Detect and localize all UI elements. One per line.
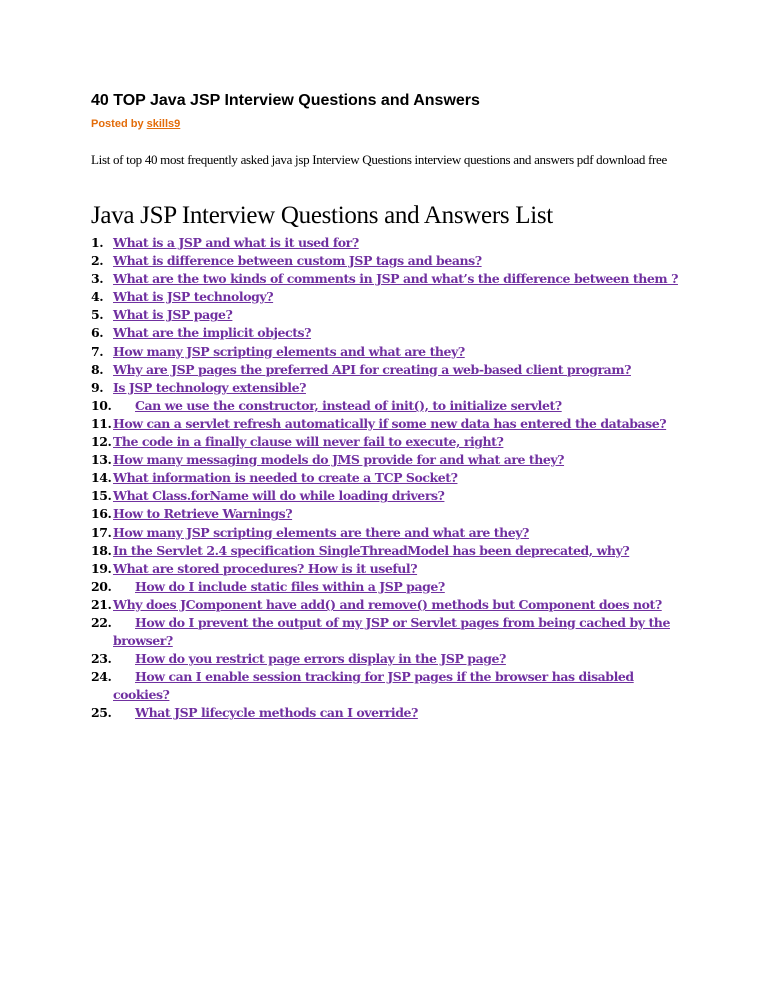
question-number: 4. [91, 289, 104, 305]
posted-by-label: Posted by [91, 118, 144, 130]
question-list-item [91, 469, 691, 487]
question-link[interactable]: How many JSP scripting elements are there and what are they? [113, 524, 529, 540]
question-number: 6. [91, 325, 104, 341]
question-link[interactable]: Why are JSP pages the preferred API for creating a web-based client program? [113, 361, 631, 377]
question-list-item [91, 270, 691, 288]
question-link[interactable]: What is JSP technology? [113, 289, 274, 305]
question-list-item [91, 487, 691, 505]
question-number: 15. [91, 488, 112, 504]
question-list-item [91, 668, 691, 704]
question-number: 19. [91, 560, 112, 576]
question-link[interactable]: How many JSP scripting elements and what are they? [113, 343, 465, 359]
question-list-item [91, 560, 691, 578]
question-list-item [91, 614, 691, 650]
question-number: 10. [91, 397, 112, 413]
question-list-item [91, 397, 691, 415]
question-number: 21. [91, 596, 112, 612]
question-list-item [91, 379, 691, 397]
question-number: 23. [91, 651, 112, 667]
question-number: 2. [91, 253, 104, 269]
question-list-item [91, 433, 691, 451]
question-link[interactable]: Is JSP technology extensible? [113, 379, 306, 395]
question-list-item [91, 524, 691, 542]
question-list-item [91, 234, 691, 252]
question-link[interactable]: Why does JComponent have add() and remove() methods but Component does not? [113, 596, 662, 612]
posted-by-line [91, 118, 180, 130]
question-link[interactable]: What is JSP page? [113, 307, 233, 323]
question-list-item [91, 306, 691, 324]
question-list-item [91, 578, 691, 596]
question-list-item [91, 650, 691, 668]
question-link[interactable]: What are the implicit objects? [113, 325, 312, 341]
question-link[interactable]: How can a servlet refresh automatically if some new data has entered the database? [113, 415, 667, 431]
question-number: 8. [91, 361, 104, 377]
question-link[interactable]: What JSP lifecycle methods can I override? [135, 705, 418, 721]
question-number: 1. [91, 235, 104, 250]
question-number: 20. [91, 578, 112, 594]
question-link[interactable]: What is difference between custom JSP tags and beans? [113, 253, 482, 269]
question-number: 16. [91, 506, 112, 522]
question-number: 13. [91, 452, 112, 468]
question-number: 18. [91, 542, 112, 558]
question-list-item [91, 505, 691, 523]
question-list [91, 234, 691, 723]
question-link[interactable]: The code in a finally clause will never fail to execute, right? [113, 434, 504, 450]
question-number: 17. [91, 524, 112, 540]
question-link[interactable]: What are the two kinds of comments in JSP and what’s the difference between them ? [113, 271, 678, 287]
question-number: 5. [91, 307, 104, 323]
question-list-item [91, 542, 691, 560]
question-link[interactable]: What information is needed to create a TCP Socket? [113, 470, 458, 486]
question-list-item [91, 288, 691, 306]
question-list-item [91, 451, 691, 469]
question-number: 25. [91, 705, 112, 721]
question-list-item [91, 704, 691, 722]
question-link[interactable]: How do I prevent the output of my JSP or Servlet pages from being cached by the browser? [113, 614, 670, 649]
page-title: 40 TOP Java JSP Interview Questions and Answers [91, 92, 480, 109]
question-number: 22. [91, 614, 112, 630]
question-number: 11. [91, 415, 112, 431]
question-list-item [91, 343, 691, 361]
question-number: 12. [91, 434, 112, 450]
question-number: 14. [91, 470, 112, 486]
author-link[interactable]: skills9 [146, 118, 181, 130]
question-link[interactable]: How to Retrieve Warnings? [113, 506, 293, 522]
question-link[interactable]: How many messaging models do JMS provide for and what are they? [113, 452, 565, 468]
question-link[interactable]: How can I enable session tracking for JSP pages if the browser has disabled cookies? [113, 669, 634, 703]
question-list-item [91, 415, 691, 433]
question-list-item [91, 596, 691, 614]
question-number: 9. [91, 379, 104, 395]
question-list-item [91, 361, 691, 379]
question-list-item [91, 252, 691, 270]
question-link[interactable]: In the Servlet 2.4 specification SingleThreadModel has been deprecated, why? [113, 542, 630, 558]
question-link[interactable]: How do you restrict page errors display in the JSP page? [135, 651, 506, 667]
question-link[interactable]: How do I include static files within a JSP page? [135, 578, 445, 594]
question-link[interactable]: What Class.forName will do while loading drivers? [113, 488, 445, 504]
question-number: 7. [91, 343, 104, 359]
question-number: 3. [91, 271, 104, 287]
list-heading: Java JSP Interview Questions and Answers List [91, 202, 553, 229]
question-link[interactable]: What are stored procedures? How is it useful? [113, 560, 418, 576]
question-list-item [91, 324, 691, 342]
question-number: 24. [91, 669, 112, 685]
question-link[interactable]: Can we use the constructor, instead of init(), to initialize servlet? [135, 397, 562, 413]
intro-paragraph: List of top 40 most frequently asked java jsp Interview Questions interview questions and answers pdf download free [91, 152, 667, 167]
question-link[interactable]: What is a JSP and what is it used for? [113, 235, 359, 250]
